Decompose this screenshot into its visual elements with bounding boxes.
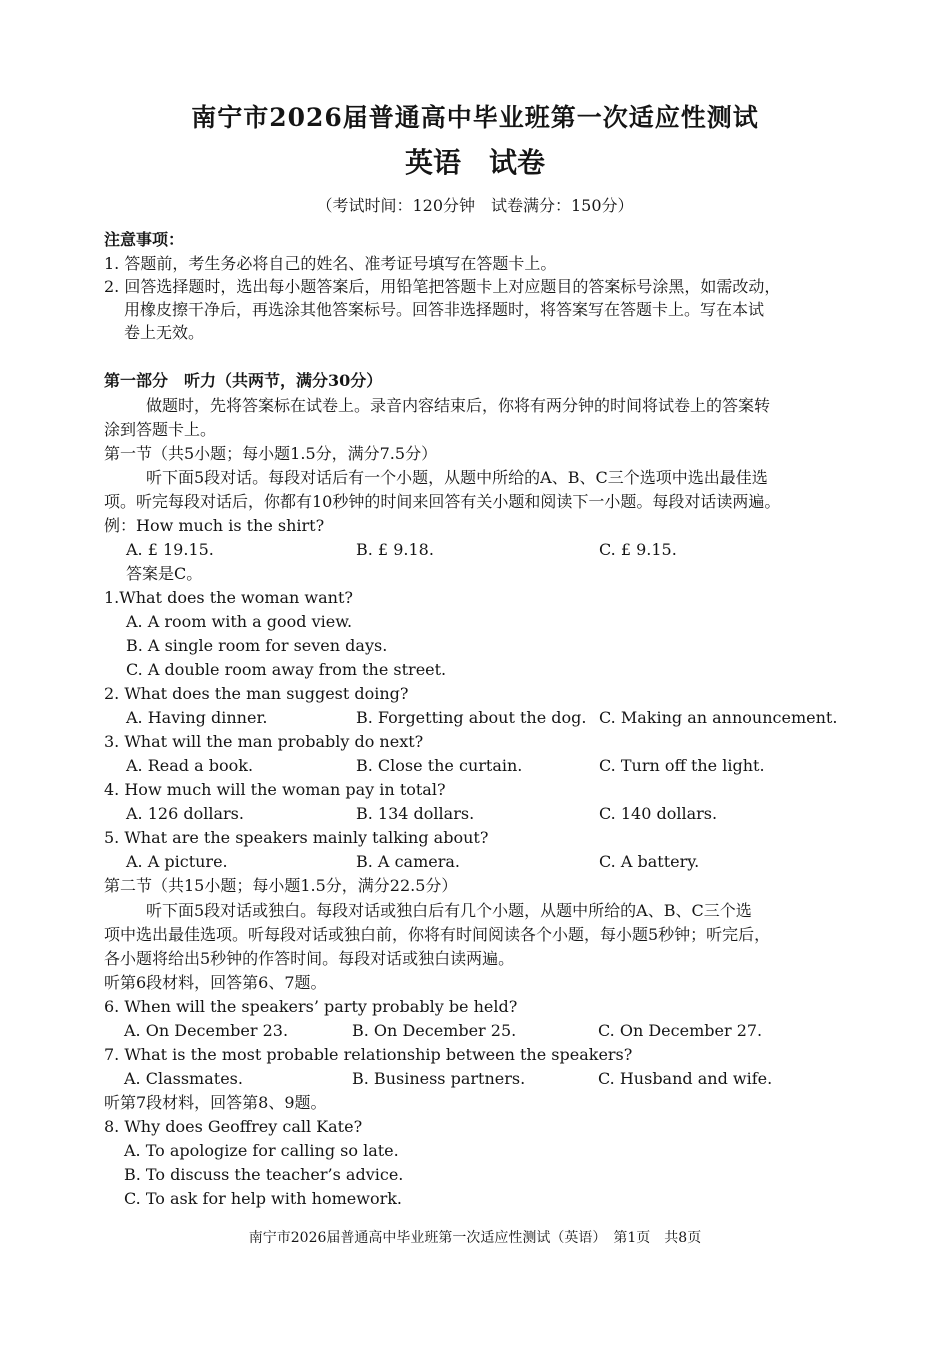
exam-info: （考试时间：120分钟 试卷满分：150分） — [316, 196, 634, 215]
q1-option-c: C. A double room away from the street. — [126, 660, 447, 679]
q7-option-c: C. Husband and wife. — [598, 1069, 773, 1088]
notice-item-2-line-1: 2. 回答选择题时，选出每小题答案后，用铅笔把答题卡上对应题目的答案标号涂黑，如需改动， — [104, 277, 781, 296]
q2-option-c: C. Making an announcement. — [599, 708, 838, 727]
section1-intro-line-2: 项。听完每段对话后，你都有10秒钟的时间来回答有关小题和阅读下一小题。每段对话读两遍。 — [104, 492, 781, 511]
q4-option-c: C. 140 dollars. — [599, 804, 718, 823]
question-6: 6. When will the speakers’ party probably be held? — [104, 997, 518, 1016]
question-2: 2. What does the man suggest doing? — [104, 684, 409, 703]
q6-option-a: A. On December 23. — [124, 1021, 289, 1040]
q2-option-a: A. Having dinner. — [126, 708, 268, 727]
q3-option-a: A. Read a book. — [126, 756, 254, 775]
exam-title: 南宁市2026届普通高中毕业班第一次适应性测试 — [191, 103, 759, 132]
part1-intro-line-1: 做题时，先将答案标在试卷上。录音内容结束后，你将有两分钟的时间将试卷上的答案转 — [146, 396, 771, 415]
notice-item-2-line-3: 卷上无效。 — [124, 323, 205, 342]
q2-option-b: B. Forgetting about the dog. — [356, 708, 587, 727]
q6-option-b: B. On December 25. — [352, 1021, 517, 1040]
q7-option-b: B. Business partners. — [352, 1069, 526, 1088]
section1-intro-line-1: 听下面5段对话。每段对话后有一个小题，从题中所给的A、B、C三个选项中选出最佳选 — [146, 468, 768, 487]
q8-option-b: B. To discuss the teacher’s advice. — [124, 1165, 404, 1184]
material-6-instruction: 听第6段材料，回答第6、7题。 — [104, 973, 327, 992]
question-3: 3. What will the man probably do next? — [104, 732, 424, 751]
q4-option-b: B. 134 dollars. — [356, 804, 475, 823]
exam-subject: 英语 试卷 — [404, 146, 545, 179]
q5-option-b: B. A camera. — [356, 852, 460, 871]
question-8: 8. Why does Geoffrey call Kate? — [104, 1117, 363, 1136]
example-option-c: C. £ 9.15. — [599, 540, 677, 559]
example-option-a: A. £ 19.15. — [126, 540, 214, 559]
page-footer: 南宁市2026届普通高中毕业班第一次适应性测试（英语） 第1页 共8页 — [248, 1230, 702, 1246]
q4-option-a: A. 126 dollars. — [126, 804, 244, 823]
notice-item-2-line-2: 用橡皮擦干净后，再选涂其他答案标号。回答非选择题时，将答案写在答题卡上。写在本试 — [124, 300, 765, 319]
example-answer: 答案是C。 — [126, 564, 203, 583]
question-5: 5. What are the speakers mainly talking about? — [104, 828, 489, 847]
notice-heading: 注意事项： — [104, 230, 185, 249]
q6-option-c: C. On December 27. — [598, 1021, 763, 1040]
q1-option-b: B. A single room for seven days. — [126, 636, 388, 655]
q5-option-a: A. A picture. — [126, 852, 228, 871]
q3-option-c: C. Turn off the light. — [599, 756, 765, 775]
part1-heading: 第一部分 听力（共两节，满分30分） — [104, 371, 383, 390]
section2-intro-line-3: 各小题将给出5秒钟的作答时间。每段对话或独白读两遍。 — [104, 949, 515, 968]
section1-heading: 第一节（共5小题；每小题1.5分，满分7.5分） — [104, 444, 438, 463]
example-option-b: B. £ 9.18. — [356, 540, 434, 559]
q1-option-a: A. A room with a good view. — [126, 612, 353, 631]
question-4: 4. How much will the woman pay in total? — [104, 780, 446, 799]
q8-option-c: C. To ask for help with homework. — [124, 1189, 402, 1208]
q5-option-c: C. A battery. — [599, 852, 700, 871]
question-1: 1.What does the woman want? — [104, 588, 353, 607]
material-7-instruction: 听第7段材料，回答第8、9题。 — [104, 1093, 327, 1112]
q3-option-b: B. Close the curtain. — [356, 756, 523, 775]
question-7: 7. What is the most probable relationship between the speakers? — [104, 1045, 633, 1064]
q7-option-a: A. Classmates. — [124, 1069, 243, 1088]
example-question: 例：How much is the shirt? — [104, 516, 325, 535]
section2-intro-line-1: 听下面5段对话或独白。每段对话或独白后有几个小题，从题中所给的A、B、C三个选 — [146, 901, 752, 920]
section2-heading: 第二节（共15小题；每小题1.5分，满分22.5分） — [104, 876, 458, 895]
section2-intro-line-2: 项中选出最佳选项。听每段对话或独白前，你将有时间阅读各个小题，每小题5秒钟；听完后， — [104, 925, 771, 944]
part1-intro-line-2: 涂到答题卡上。 — [104, 420, 217, 439]
notice-item-1: 1. 答题前，考生务必将自己的姓名、准考证号填写在答题卡上。 — [104, 254, 557, 273]
q8-option-a: A. To apologize for calling so late. — [124, 1141, 399, 1160]
